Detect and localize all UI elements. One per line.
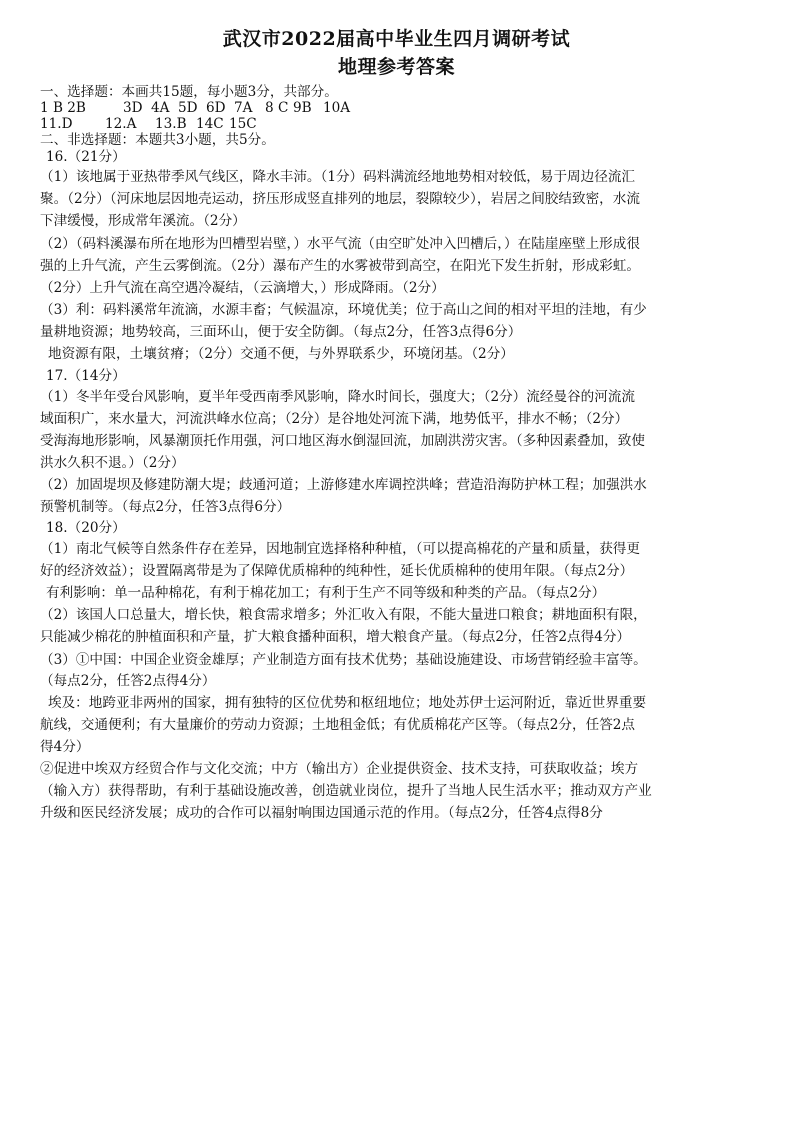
answer-line: 预警机制等。（每点2分，任答3点得6分）	[40, 499, 291, 515]
choice-answer: 10A	[323, 100, 351, 116]
question-heading: 16.（21分）	[46, 149, 126, 165]
choice-answer: 14C	[196, 116, 224, 132]
choice-answer: 8 C	[265, 100, 289, 116]
answer-line: （2）加固堤坝及修建防潮大堤；歧通河道；上游修建水库调控洪峰；营造沿海防护林工程；加强洪水	[40, 477, 647, 493]
answer-line: 地资源有限，土壤贫瘠；（2分）交通不便，与外界联系少，环境闭基。（2分）	[48, 346, 514, 362]
answer-line: 下津缓慢，形成常年溪流。（2分）	[40, 213, 246, 229]
answer-line: （1）该地属于亚热带季风气线区，降水丰沛。（1分）码料满流经地地势相对较低，易于周边径流汇	[40, 169, 636, 185]
answer-line: 聚。（2分）（河床地层因地壳运动，挤压形成竖直排列的地层，裂隙较少），岩居之间胶结致密，水流	[40, 191, 640, 207]
choice-answers-row-1	[40, 100, 353, 117]
answer-line: 好的经济效益）；设置隔离带是为了保障优质棉种的纯种性，延长优质棉种的使用年限。（每点2分）	[40, 563, 634, 579]
answer-line: （1）冬半年受台风影响，夏半年受西南季风影响，降水时间长，强度大；（2分）流经曼谷的河流流	[40, 389, 636, 405]
choice-answer: 13.B	[155, 116, 187, 132]
answer-line: 只能减少棉花的肿植面积和产量，扩大粮食播种面积，增大粮食产量。（每点2分，任答2点得4分）	[40, 629, 631, 645]
choice-answer: 12.A	[105, 116, 137, 132]
answer-line: 洪水久积不退。）（2分）	[40, 455, 185, 471]
answer-line: ②促进中埃双方经贸合作与文化交流；中方（输出方）企业提供资金、技术支持，可获取收益；埃方	[40, 761, 639, 777]
section-essay-heading: 二、非选择题：本题共3小题，共5分。	[40, 132, 275, 148]
answer-line: 得4分）	[40, 739, 90, 755]
answer-line: （2）该国人口总量大，增长快，粮食需求增多；外汇收入有限，不能大量进口粮食；耕地面积有限，	[40, 607, 647, 623]
choice-answers-row-2	[40, 116, 259, 133]
answer-line: 埃及：地跨亚非两州的国家，拥有独特的区位优势和枢纽地位；地处苏伊士运河附近，靠近世界重要	[48, 695, 647, 711]
choice-answer: 11.D	[40, 116, 73, 132]
answer-line: （2）（码料溪瀑布所在地形为凹槽型岩壁，）水平气流（由空旷处冲入凹槽后，）在陆崖座壁上形成很	[40, 236, 640, 252]
choice-answer: 3D	[123, 100, 143, 116]
answer-line: （输入方）获得帮助，有利于基础设施改善，创造就业岗位，提升了当地人民生活水平；推动双方产业	[40, 783, 652, 799]
choice-answer: 6D	[206, 100, 226, 116]
choice-answer: 15C	[229, 116, 257, 132]
page-subtitle: 地理参考答案	[337, 56, 455, 78]
choice-answer: 4A	[151, 100, 170, 116]
choice-answer: 1 B 2B	[40, 100, 86, 116]
answer-line: （3）①中国：中国企业资金雄厚；产业制造方面有技术优势；基础设施建设、市场营销经验丰富等。	[40, 652, 647, 668]
choice-answer: 9B	[293, 100, 312, 116]
answer-line: 量耕地资源；地势较高，三面环山，便于安全防御。（每点2分，任答3点得6分）	[40, 324, 522, 340]
answer-line: 域面积广，来水量大，河流洪峰水位高；（2分）是谷地处河流下满，地势低平，排水不畅；（2分）	[40, 411, 629, 427]
question-heading: 17.（14分）	[46, 368, 126, 384]
answer-line: 航线，交通便利；有大量廉价的劳动力资源；土地租金低；有优质棉花产区等。（每点2分，任答2点	[40, 717, 636, 733]
answer-line: （每点2分，任答2点得4分）	[40, 673, 216, 689]
answer-line: （2分）上升气流在高空遇冷凝结，（云滴增大，）形成降雨。（2分）	[40, 280, 445, 296]
choice-answer: 7A	[234, 100, 253, 116]
answer-line: 强的上升气流，产生云雾倒流。（2分）瀑布产生的水雾被带到高空，在阳光下发生折射，形成彩虹。	[40, 258, 640, 274]
answer-line: （3）利：码料溪常年流滴，水源丰畜；气候温凉，环境优美；位于高山之间的相对平坦的洼地，有少	[40, 302, 647, 318]
answer-line: 受海海地形影响，风暴潮顶托作用强，河口地区海水倒湿回流，加剧洪涝灾害。（多种因素叠加，致使	[40, 433, 645, 449]
question-heading: 18.（20分）	[46, 520, 126, 536]
answer-line: 有利影响：单一品种棉花，有利于棉花加工；有利于生产不同等级和种类的产品。（每点2分）	[46, 585, 606, 601]
page-title: 武汉市2022届高中毕业生四月调研考试	[222, 28, 571, 50]
answer-line: （1）南北气候等自然条件存在差异，因地制宜选择格种种植，（可以提高棉花的产量和质量，获得更	[40, 541, 640, 557]
section-choice-heading: 一、选择题：本画共15题，每小题3分，共部分。	[40, 84, 338, 100]
answer-line: 升级和医民经济发展；成功的合作可以福射响围边国通示范的作用。（每点2分，任答4点得8分	[40, 805, 603, 821]
choice-answer: 5D	[178, 100, 198, 116]
